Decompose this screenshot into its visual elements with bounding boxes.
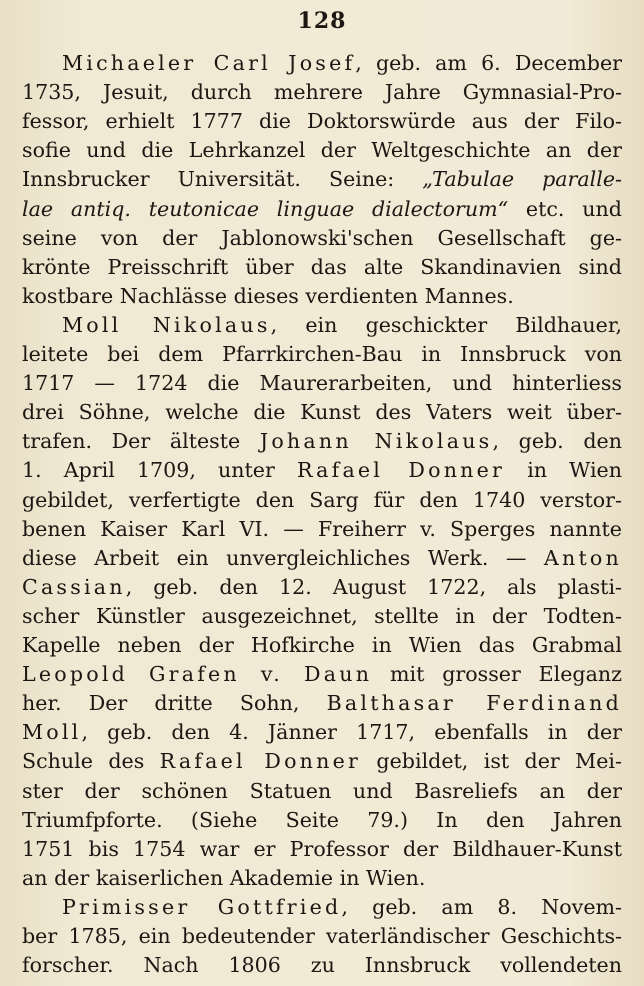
text-run: seine von der Jablonowski'schen Gesellschaft ge- [22, 225, 622, 250]
text-run: Kapelle neben der Hofkirche in Wien das Grabmal [22, 633, 622, 657]
spaced-name: Moll Nikolaus [62, 312, 271, 337]
spaced-name: Rafael Donner [296, 458, 506, 483]
text-line [22, 804, 622, 836]
text-line [22, 367, 622, 399]
text-line [22, 949, 622, 981]
text-run: an der kaiserlichen Akademie in Wien. [22, 865, 426, 890]
text-line [22, 163, 622, 195]
text-run: benen Kaiser Karl VI. — Freiherr v. Sperges nannte [22, 516, 622, 541]
text-line [62, 47, 622, 79]
text-line [22, 629, 622, 661]
text-run: Triumfpforte. (Siehe Seite 79.) In den Jahren [22, 807, 622, 832]
text-line [22, 658, 622, 690]
spaced-name: Leopold Grafen v. Daun [22, 662, 373, 687]
text-run: 1735, Jesuit, durch mehrere Jahre Gymnasial-Pro- [22, 80, 622, 105]
text-run: ber 1785, ein bedeutender vaterländischer Geschichts- [22, 924, 622, 948]
text-line [22, 134, 622, 166]
text-line [22, 105, 622, 137]
text-run: drei Söhne, welche die Kunst des Vaters weit über- [22, 400, 622, 425]
text-run: sofie und die Lehrkanzel der Weltgeschichte an der [22, 138, 622, 163]
text-run: Innsbrucker Universität. Seine: [22, 167, 423, 192]
spaced-name: Michaeler Carl Josef [62, 51, 356, 75]
text-run: 1751 bis 1754 war er Professor der Bildhauer-Kunst [22, 836, 622, 861]
text-line [22, 193, 622, 225]
text-line [22, 222, 622, 254]
text-run: scher Künstler ausgezeichnet, stellte in der Todten- [22, 603, 622, 628]
text-line [22, 687, 622, 719]
spaced-name: Johann Nikolaus [259, 429, 493, 454]
text-line [22, 571, 622, 603]
text-run: her. Der dritte Sohn, [22, 691, 327, 716]
page-number: 128 [297, 8, 347, 34]
text-line [22, 775, 622, 807]
text-run: trafen. Der älteste [22, 429, 260, 454]
text-run: , geb. am 8. Novem- [341, 894, 622, 919]
text-run: leitete bei dem Pfarrkirchen-Bau in Innsbruck von [22, 342, 622, 366]
text-line [22, 454, 622, 486]
spaced-name: Moll [22, 720, 82, 745]
text-line [22, 338, 622, 370]
text-run: 1. April 1709, unter [22, 458, 297, 483]
text-line [22, 280, 622, 312]
text-run: Schule des [22, 749, 160, 774]
spaced-name: Cassian [22, 574, 126, 599]
text-line [22, 251, 622, 283]
italic-title: „Tabulae paralle- [422, 167, 622, 192]
text-run: gebildet, verfertigte den Sarg für den 1740 verstor- [22, 487, 622, 512]
text-run: ster der schönen Statuen und Basreliefs an der [22, 778, 622, 803]
text-run: krönte Preisschrift über das alte Skandinavien sind [22, 254, 622, 279]
text-run: diese Arbeit ein unvergleichliches Werk. — [22, 545, 544, 570]
text-line [22, 833, 622, 865]
spaced-name: Anton [543, 545, 622, 570]
italic-title: lae antiq. teutonicae linguae dialectorum“ [22, 196, 509, 221]
text-run: , geb. am 6. December [355, 51, 622, 75]
text-line [22, 600, 622, 632]
text-run: , geb. den 12. August 1722, als plasti- [125, 574, 622, 599]
text-line [22, 745, 622, 777]
text-line [22, 716, 622, 748]
text-line [22, 396, 622, 428]
text-run: , geb. den 4. Jänner 1717, ebenfalls in der [81, 720, 622, 745]
text-run: gebildet, ist der Mei- [361, 749, 622, 774]
text-run: fessor, erhielt 1777 die Doktorswürde aus der Filo- [22, 109, 622, 134]
text-run: mit grosser Eleganz [372, 662, 622, 687]
text-line [22, 542, 622, 574]
text-run: etc. und [508, 196, 622, 221]
text-run: , ein geschickter Bildhauer, [270, 312, 622, 337]
text-run: , geb. den [492, 429, 622, 454]
text-line [62, 309, 622, 341]
text-line [22, 484, 622, 516]
text-run: forscher. Nach 1806 zu Innsbruck vollendeten [22, 953, 622, 978]
text-line [22, 513, 622, 545]
text-line [22, 425, 622, 457]
text-line [22, 76, 622, 108]
text-line [62, 891, 622, 923]
text-run: 1717 — 1724 die Maurerarbeiten, und hinterliess [22, 371, 622, 396]
text-run: kostbare Nachlässe dieses verdienten Mannes. [22, 283, 514, 308]
spaced-name: Balthasar Ferdinand [326, 691, 622, 716]
spaced-name: Primisser Gottfried [62, 894, 342, 919]
spaced-name: Rafael Donner [159, 749, 362, 774]
text-line [22, 862, 622, 894]
text-run: in Wien [505, 458, 622, 483]
text-line [22, 920, 622, 952]
